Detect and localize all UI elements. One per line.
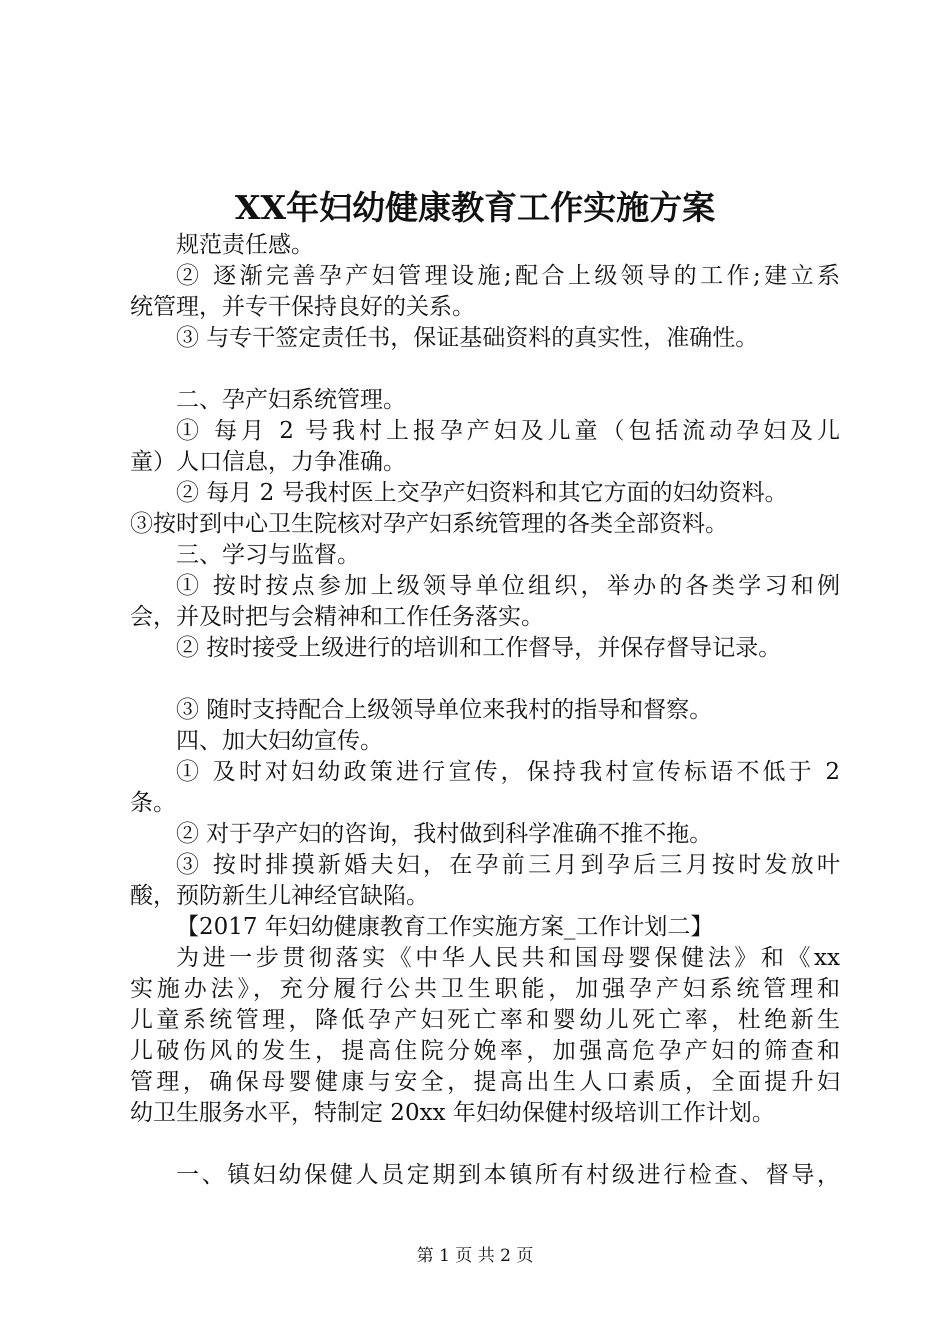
paragraph-line: ① 及时对妇幼政策进行宣传，保持我村宣传标语不低于 2 [176,759,840,785]
paragraph-line: 儿童系统管理，降低孕产妇死亡率和婴幼儿死亡率，杜绝新生 [130,1007,840,1033]
paragraph-line: 会，并及时把与会精神和工作任务落实。 [130,604,544,630]
paragraph-line: ② 每月 2 号我村医上交孕产妇资料和其它方面的妇幼资料。 [176,480,788,506]
paragraph-line: 规范责任感。 [176,232,314,258]
paragraph-line: 幼卫生服务水平，特制定 20xx 年妇幼保健村级培训工作计划。 [130,1100,775,1126]
paragraph-line: ② 按时接受上级进行的培训和工作督导，并保存督导记录。 [176,635,782,661]
section-heading: 四、加大妇幼宣传。 [176,728,383,754]
paragraph-line: 儿破伤风的发生，提高住院分娩率，加强高危孕产妇的筛查和 [130,1038,840,1064]
paragraph-line: 为进一步贯彻落实《中华人民共和国母婴保健法》和《xx [176,945,840,971]
paragraph-line: 管理，确保母婴健康与安全，提高出生人口素质，全面提升妇 [130,1069,840,1095]
section-heading: 三、学习与监督。 [176,542,360,568]
paragraph-line: ③ 按时排摸新婚夫妇，在孕前三月到孕后三月按时发放叶 [176,852,840,878]
blank-line [130,1129,840,1160]
blank-line [130,354,840,385]
paragraph-line: ② 逐渐完善孕产妇管理设施;配合上级领导的工作;建立系 [176,263,840,289]
paragraph-line: 实施办法》，充分履行公共卫生职能，加强孕产妇系统管理和 [130,976,840,1002]
paragraph-line: ③按时到中心卫生院核对孕产妇系统管理的各类全部资料。 [130,511,728,537]
section-heading: 二、孕产妇系统管理。 [176,387,406,413]
paragraph-line: 条。 [130,790,176,816]
paragraph-line: ① 每月 2 号我村上报孕产妇及儿童（包括流动孕妇及儿 [176,418,840,444]
paragraph-line: ③ 随时支持配合上级领导单位来我村的指导和督察。 [176,697,713,723]
paragraph-line: 一、镇妇幼保健人员定期到本镇所有村级进行检查、督导， [176,1162,840,1188]
blank-line [130,664,840,695]
section-heading: 【2017 年妇幼健康教育工作实施方案_工作计划二】 [176,914,714,940]
paragraph-line: 童）人口信息，力争准确。 [130,449,406,475]
paragraph-line: ① 按时按点参加上级领导单位组织，举办的各类学习和例 [176,573,840,599]
paragraph-line: 酸，预防新生儿神经官缺陷。 [130,883,429,909]
document-body [130,230,840,1191]
page-footer: 第 1 页 共 2 页 [416,1246,534,1266]
paragraph-line: 统管理，并专干保持良好的关系。 [130,294,475,320]
paragraph-line: ② 对于孕产妇的咨询，我村做到科学准确不推不拖。 [176,821,713,847]
paragraph-line: ③ 与专干签定责任书，保证基础资料的真实性，准确性。 [176,325,759,351]
document-title: XX年妇幼健康教育工作实施方案 [234,188,716,227]
